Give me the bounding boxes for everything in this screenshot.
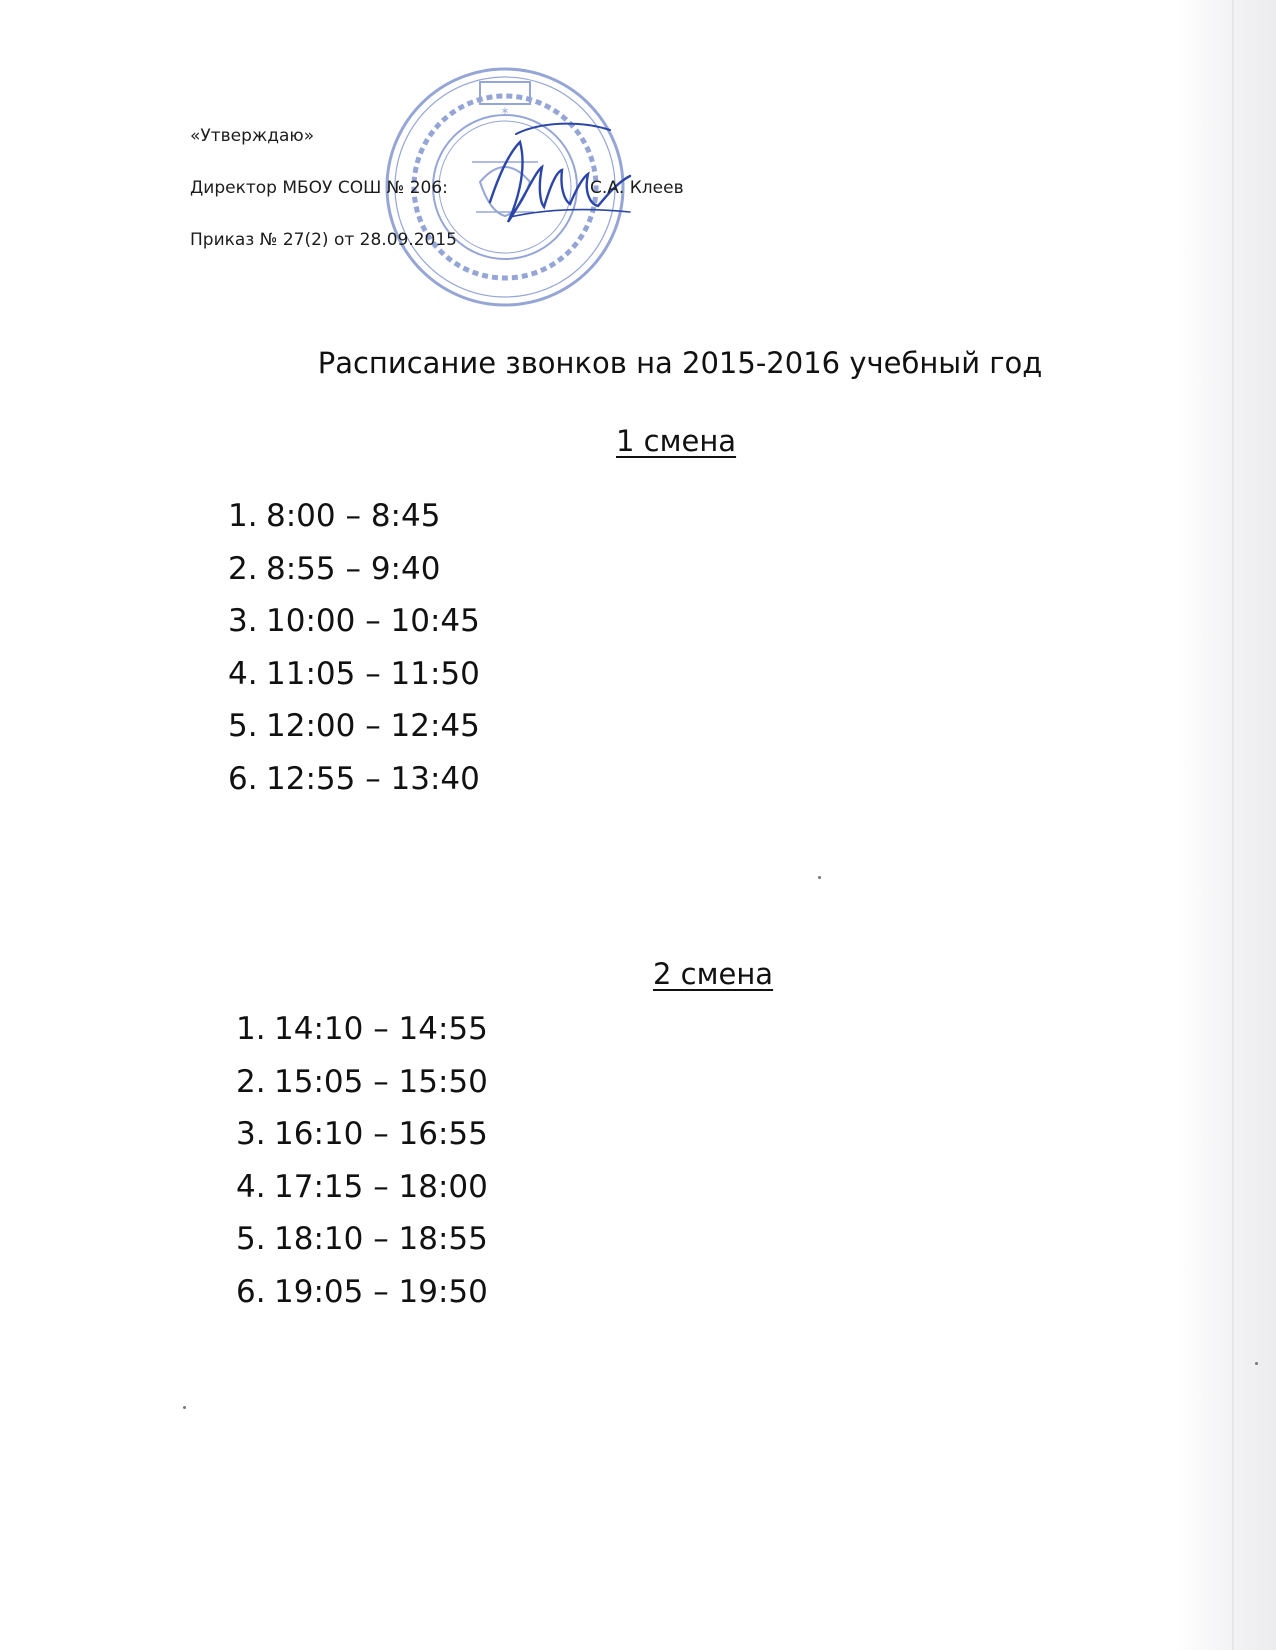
approval-block xyxy=(190,110,684,266)
list-item xyxy=(236,1213,488,1266)
list-item xyxy=(228,753,480,806)
lesson-time: 19:05 – 19:50 xyxy=(274,1273,488,1310)
list-item xyxy=(228,543,480,596)
svg-text:*: * xyxy=(501,106,509,122)
lesson-time: 14:10 – 14:55 xyxy=(274,1011,488,1047)
scan-edge xyxy=(1232,0,1234,1650)
lesson-time: 16:10 – 16:55 xyxy=(274,1116,488,1152)
lesson-time: 12:00 – 12:45 xyxy=(266,708,480,744)
lesson-number: 6. xyxy=(236,1273,266,1310)
lesson-time: 8:00 – 8:45 xyxy=(266,498,441,534)
shift-2-schedule xyxy=(236,1003,488,1318)
list-item xyxy=(236,1056,488,1109)
lesson-number: 5. xyxy=(228,708,258,744)
lesson-number: 4. xyxy=(228,655,258,692)
lesson-time: 17:15 – 18:00 xyxy=(274,1168,488,1205)
shift-2-title: 2 смена xyxy=(653,957,774,991)
list-item xyxy=(228,648,480,701)
lesson-time: 10:00 – 10:45 xyxy=(266,603,480,639)
approve-heading: «Утверждаю» xyxy=(190,126,315,146)
lesson-time: 12:55 – 13:40 xyxy=(266,760,480,797)
scan-speck xyxy=(1255,1362,1258,1365)
director-label: Директор МБОУ СОШ № 206: xyxy=(190,178,448,198)
lesson-number: 3. xyxy=(228,603,258,639)
list-item xyxy=(228,700,480,753)
lesson-number: 2. xyxy=(228,550,258,587)
list-item xyxy=(236,1003,488,1056)
lesson-number: 5. xyxy=(236,1221,266,1257)
lesson-number: 1. xyxy=(228,498,258,534)
scan-speck xyxy=(183,1406,186,1409)
order-line: Приказ № 27(2) от 28.09.2015 xyxy=(190,230,457,250)
shift-1-title: 1 смена xyxy=(616,424,737,458)
list-item xyxy=(228,595,480,648)
lesson-time: 18:10 – 18:55 xyxy=(274,1221,488,1257)
lesson-number: 4. xyxy=(236,1168,266,1205)
director-line xyxy=(190,162,684,214)
shift-1-schedule xyxy=(228,490,480,805)
lesson-number: 6. xyxy=(228,760,258,797)
list-item xyxy=(236,1108,488,1161)
page-title: Расписание звонков на 2015-2016 учебный год xyxy=(317,346,1043,380)
list-item xyxy=(236,1266,488,1319)
lesson-time: 15:05 – 15:50 xyxy=(274,1063,488,1100)
lesson-number: 3. xyxy=(236,1116,266,1152)
scan-speck xyxy=(818,876,821,879)
lesson-time: 8:55 – 9:40 xyxy=(266,550,441,587)
director-name: С.А. Клеев xyxy=(590,178,684,198)
lesson-number: 1. xyxy=(236,1011,266,1047)
lesson-number: 2. xyxy=(236,1063,266,1100)
list-item xyxy=(236,1161,488,1214)
list-item xyxy=(228,490,480,543)
lesson-time: 11:05 – 11:50 xyxy=(266,655,480,692)
